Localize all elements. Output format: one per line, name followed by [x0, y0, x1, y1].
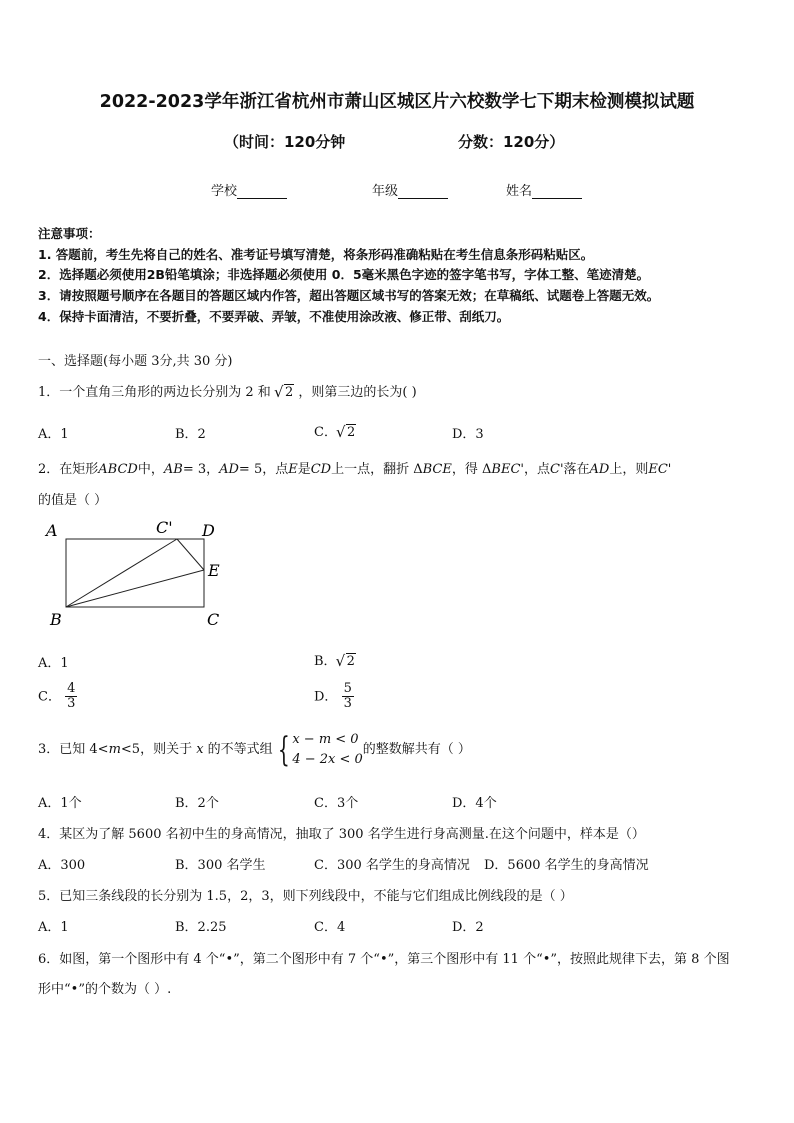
q2-option-d[interactable]: D． $\frac{5}{3}$ — [314, 681, 352, 712]
q1-text-post: ，则第三边的长为( ) — [298, 385, 417, 400]
name-field — [506, 180, 582, 199]
section-heading: 一、选择题(每小题 3分,共 30 分) — [38, 354, 233, 369]
rectangle-abcd — [66, 539, 204, 607]
q4-option-d[interactable]: D．5600 名学生的身高情况 — [484, 858, 649, 873]
q2-option-c[interactable]: C． $\frac{4}{3}$ — [38, 681, 76, 712]
question-6-line2: 形中“•”的个数为（ ）. — [38, 982, 172, 997]
q4-option-a[interactable]: A．300 — [38, 858, 86, 873]
q5-option-b[interactable]: B．2.25 — [175, 920, 227, 935]
sqrt-symbol: √ 2 — [337, 425, 356, 440]
grade-label: 年级 — [372, 184, 399, 199]
notice-item-3: 3．请按照题号顺序在各题目的答题区域内作答，超出答题区域书写的答案无效；在草稿纸、试题卷上答题无效。 — [38, 288, 660, 303]
question-5: 5．已知三条线段的长分别为 1.5，2，3，则下列线段中，不能与它们组成比例线段的是（ ） — [38, 889, 573, 904]
q1-option-c[interactable]: C．√ 2 — [314, 421, 356, 440]
q5-option-c[interactable]: C．4 — [314, 920, 346, 935]
q5-option-a[interactable]: A．1 — [38, 920, 69, 935]
sqrt-symbol: √ 2 — [337, 654, 356, 669]
grade-field — [372, 180, 448, 199]
q3-option-d[interactable]: D．4个 — [452, 796, 497, 811]
q4-option-c[interactable]: C．300 名学生的身高情况 — [314, 858, 470, 873]
question-2: 2．在矩形ABCD中，AB= 3，AD= 5，点E是CD上一点，翻折 ΔBCE，得 ΔBEC'，点C'落在AD上，则EC' — [38, 462, 672, 477]
segment-c1-e — [177, 539, 204, 570]
inequality-system: x − m < 0 4 − 2x < 0 — [292, 732, 363, 767]
q3-option-a[interactable]: A．1个 — [38, 796, 82, 811]
fraction: $\frac{4}{3}$ — [67, 681, 76, 712]
label-a: A — [46, 521, 58, 540]
school-label: 学校 — [211, 184, 238, 199]
q1-option-b[interactable]: B．2 — [175, 427, 206, 442]
school-field — [211, 180, 287, 199]
rectangle-figure — [40, 515, 240, 633]
name-blank[interactable] — [532, 184, 582, 199]
sqrt-symbol: √ 2 — [275, 385, 294, 400]
notice-item-2: 2．选择题必须使用2B铅笔填涂；非选择题必须使用 0．5毫米黑色字迹的签字笔书写，字体工整、笔迹清楚。 — [38, 267, 650, 282]
segment-b-c1 — [66, 539, 177, 607]
name-label: 姓名 — [506, 184, 533, 199]
notice-item-1: 1. 答题前，考生先将自己的姓名、准考证号填写清楚，将条形码准确粘贴在考生信息条形码粘贴区。 — [38, 247, 594, 262]
question-6-line1: 6．如图，第一个图形中有 4 个“•”，第二个图形中有 7 个“•”，第三个图形中有 11 个“•”，按照此规律下去，第 8 个图 — [38, 952, 730, 967]
question-4: 4．某区为了解 5600 名初中生的身高情况，抽取了 300 名学生进行身高测量.在这个问题中，样本是（） — [38, 827, 645, 842]
exam-time: （时间：120分钟 — [224, 133, 346, 151]
brace-symbol: { — [277, 729, 290, 770]
school-blank[interactable] — [237, 184, 287, 199]
q1-option-d[interactable]: D．3 — [452, 427, 484, 442]
label-b: B — [50, 610, 62, 629]
q1-option-a[interactable]: A．1 — [38, 427, 69, 442]
fraction: $\frac{5}{3}$ — [343, 681, 352, 712]
q4-option-b[interactable]: B．300 名学生 — [175, 858, 266, 873]
notice-heading: 注意事项： — [38, 226, 101, 241]
label-c-prime: C' — [156, 518, 173, 537]
exam-score: 分数：120分） — [458, 133, 565, 151]
notice-item-4: 4．保持卡面清洁，不要折叠，不要弄破、弄皱，不准使用涂改液、修正带、刮纸刀。 — [38, 309, 510, 324]
q1-text-pre: 1．一个直角三角形的两边长分别为 2 和 — [38, 385, 271, 400]
label-d: D — [202, 521, 215, 540]
label-e: E — [208, 561, 220, 580]
segment-b-e — [66, 570, 204, 607]
q5-option-d[interactable]: D．2 — [452, 920, 484, 935]
question-1 — [38, 381, 417, 400]
question-3: 3．已知 4<m<5，则关于 x 的不等式组 { x − m < 0 4 − 2x < 0 的整数解共有（ ） — [38, 729, 471, 770]
q3-option-c[interactable]: C．3个 — [314, 796, 359, 811]
q2-option-a[interactable]: A．1 — [38, 656, 69, 671]
q3-option-b[interactable]: B．2个 — [175, 796, 219, 811]
page-title: 2022-2023学年浙江省杭州市萧山区城区片六校数学七下期末检测模拟试题 — [99, 92, 695, 112]
q2-option-b[interactable]: B．√ 2 — [314, 650, 356, 669]
grade-blank[interactable] — [398, 184, 448, 199]
label-c: C — [207, 610, 220, 629]
q2-text-line2: 的值是（ ） — [38, 493, 108, 508]
